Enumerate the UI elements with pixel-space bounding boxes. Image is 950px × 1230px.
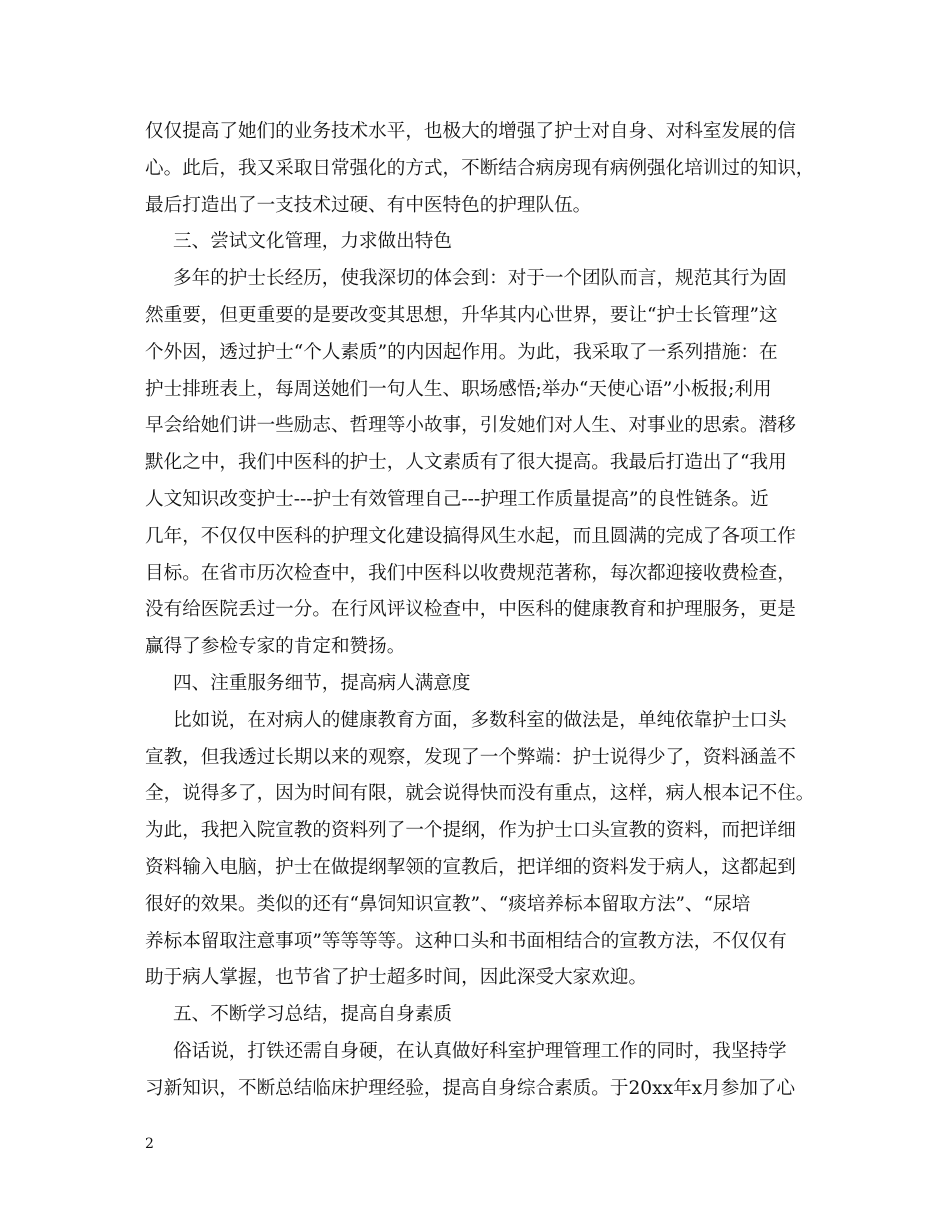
paragraph-line: 助于病人掌握，也节省了护士超多时间，因此深受大家欢迎。 — [145, 967, 648, 989]
paragraph-line: 几年，不仅仅中医科的护理文化建设搞得风生水起，而且圆满的完成了各项工作 — [145, 525, 796, 547]
paragraph-line: 最后打造出了一支技术过硬、有中医特色的护理队伍。 — [145, 194, 592, 216]
paragraph-line: 心。此后，我又采取日常强化的方式，不断结合病房现有病例强化培训过的知识， — [145, 157, 815, 179]
paragraph-line: 全，说得多了，因为时间有限，就会说得快而没有重点，这样，病人根本记不住。 — [145, 783, 815, 805]
paragraph-line: 很好的效果。类似的还有“鼻饲知识宣教”、“痰培养标本留取方法”、“尿培 — [145, 893, 751, 915]
paragraph-line: 护士排班表上，每周送她们一句人生、职场感悟;举办“天使心语”小板报;利用 — [145, 378, 772, 400]
section-heading-3: 三、尝试文化管理，力求做出特色 — [173, 231, 452, 253]
paragraph-line: 为此，我把入院宣教的资料列了一个提纲，作为护士口头宣教的资料，而把详细 — [145, 820, 796, 842]
document-body — [145, 114, 815, 1108]
paragraph-line: 个外因，透过护士“个人素质”的内因起作用。为此，我采取了一系列措施：在 — [145, 341, 778, 363]
paragraph-line: 没有给医院丢过一分。在行风评议检查中，中医科的健康教育和护理服务，更是 — [145, 599, 796, 621]
paragraph-line: 俗话说，打铁还需自身硬，在认真做好科室护理管理工作的同时，我坚持学 — [173, 1040, 787, 1062]
paragraph-line: 多年的护士长经历，使我深切的体会到：对于一个团队而言，规范其行为固 — [173, 268, 787, 290]
paragraph-line: 养标本留取注意事项”等等等等。这种口头和书面相结合的宣教方法，不仅仅有 — [145, 930, 787, 952]
paragraph-line: 习新知识，不断总结临床护理经验，提高自身综合素质。于20xx年x月参加了心 — [145, 1077, 796, 1099]
paragraph-line: 比如说，在对病人的健康教育方面，多数科室的做法是，单纯依靠护士口头 — [173, 709, 787, 731]
section-heading-4: 四、注重服务细节，提高病人满意度 — [173, 672, 471, 694]
paragraph-line: 赢得了参检专家的肯定和赞扬。 — [145, 636, 406, 658]
paragraph-line: 人文知识改变护士---护士有效管理自己---护理工作质量提高”的良性链条。近 — [145, 488, 769, 510]
paragraph-line: 早会给她们讲一些励志、哲理等小故事，引发她们对人生、对事业的思索。潜移 — [145, 415, 796, 437]
paragraph-line: 目标。在省市历次检查中，我们中医科以收费规范著称，每次都迎接收费检查， — [145, 562, 796, 584]
paragraph-line: 默化之中，我们中医科的护士，人文素质有了很大提高。我最后打造出了“我用 — [145, 452, 787, 474]
paragraph-line: 仅仅提高了她们的业务技术水平，也极大的增强了护士对自身、对科室发展的信 — [145, 121, 796, 142]
paragraph-line: 宣教，但我透过长期以来的观察，发现了一个弊端：护士说得少了，资料涵盖不 — [145, 746, 796, 768]
section-heading-5: 五、不断学习总结，提高自身素质 — [173, 1004, 452, 1026]
paragraph-line: 然重要，但更重要的是要改变其思想，升华其内心世界，要让“护士长管理”这 — [145, 304, 778, 326]
page-number: 2 — [145, 1136, 154, 1152]
paragraph-line: 资料输入电脑，护士在做提纲挈领的宣教后，把详细的资料发于病人，这都起到 — [145, 856, 796, 878]
